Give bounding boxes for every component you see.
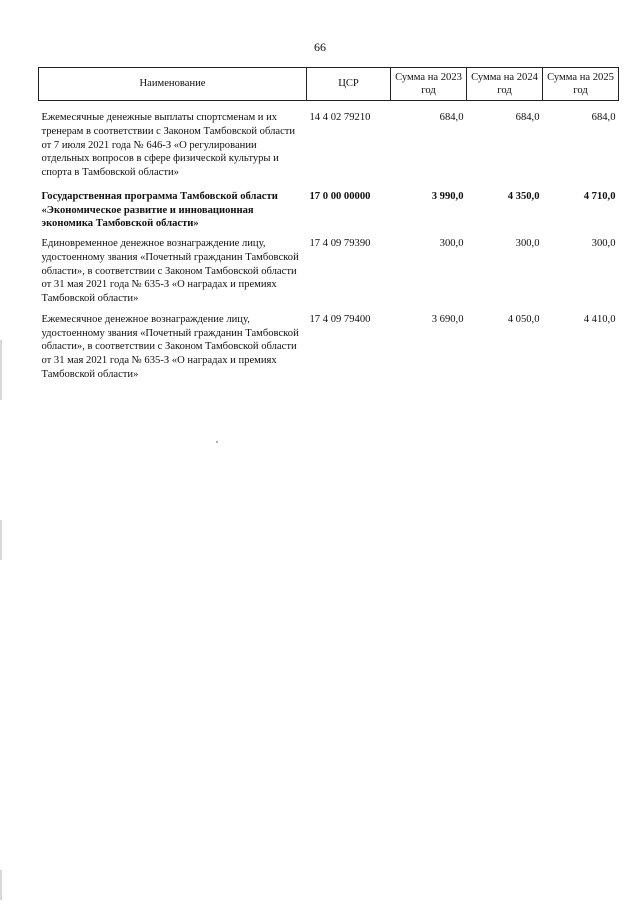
header-sum-2023: Сумма на 2023 год: [391, 68, 467, 101]
table-row: [39, 182, 619, 233]
row-code: 17 4 09 79400: [309, 313, 371, 325]
header-sum-2025: Сумма на 2025 год: [543, 68, 619, 101]
row-code: 17 4 09 79390: [309, 238, 371, 250]
scan-speck: [216, 441, 218, 443]
table-header-row: [39, 68, 619, 101]
table-row: [39, 108, 619, 182]
row-name: Ежемесячное денежное вознаграждение лицу, удостоенному звания «Почетный гражданин Тамбовской области», в соответствии с Законом Тамбовской области от 31 мая 2021 года № 635-З «О наградах и премиях Тамбовской области»: [41, 313, 299, 381]
row-name: Государственная программа Тамбовской области «Экономическое развитие и инновационная экономика Тамбовской области»: [41, 190, 278, 230]
row-name: Ежемесячные денежные выплаты спортсменам и их тренерам в соответствии с Законом Тамбовской области от 7 июля 2021 года № 646-З «О регулировании отдельных вопросов в сфере физической культуры и спорта в Тамбовской области»: [41, 112, 296, 179]
row-code: 17 0 00 00000: [309, 190, 371, 202]
scan-edge-mark: [0, 340, 2, 400]
row-sum-2025: 4 710,0: [583, 190, 616, 202]
row-code: 14 4 02 79210: [309, 112, 371, 123]
row-sum-2024: 4 050,0: [507, 313, 540, 325]
row-sum-2025: 300,0: [591, 238, 616, 250]
scan-edge-mark: [0, 520, 2, 560]
row-sum-2023: 3 990,0: [431, 190, 464, 202]
table-row: [39, 233, 619, 308]
row-sum-2025: 684,0: [591, 112, 616, 123]
row-sum-2023: 300,0: [439, 238, 464, 250]
table-row: [39, 308, 619, 384]
header-name: Наименование: [39, 68, 307, 101]
row-sum-2024: 4 350,0: [507, 190, 540, 202]
row-sum-2024: 684,0: [515, 112, 540, 123]
header-sum-2024: Сумма на 2024 год: [467, 68, 543, 101]
scan-edge-mark: [0, 870, 2, 900]
page-number: 66: [314, 40, 326, 54]
row-sum-2024: 300,0: [515, 238, 540, 250]
row-sum-2023: 3 690,0: [431, 313, 464, 325]
row-name: Единовременное денежное вознаграждение лицу, удостоенному звания «Почетный гражданин Тамбовской области», в соответствии с Законом Тамбовской области от 31 мая 2021 года № 635-З «О наградах и премиях Тамбовской области»: [41, 238, 299, 305]
header-code: ЦСР: [307, 68, 391, 101]
row-sum-2025: 4 410,0: [583, 313, 616, 325]
budget-table: [38, 67, 619, 384]
row-sum-2023: 684,0: [439, 112, 464, 123]
